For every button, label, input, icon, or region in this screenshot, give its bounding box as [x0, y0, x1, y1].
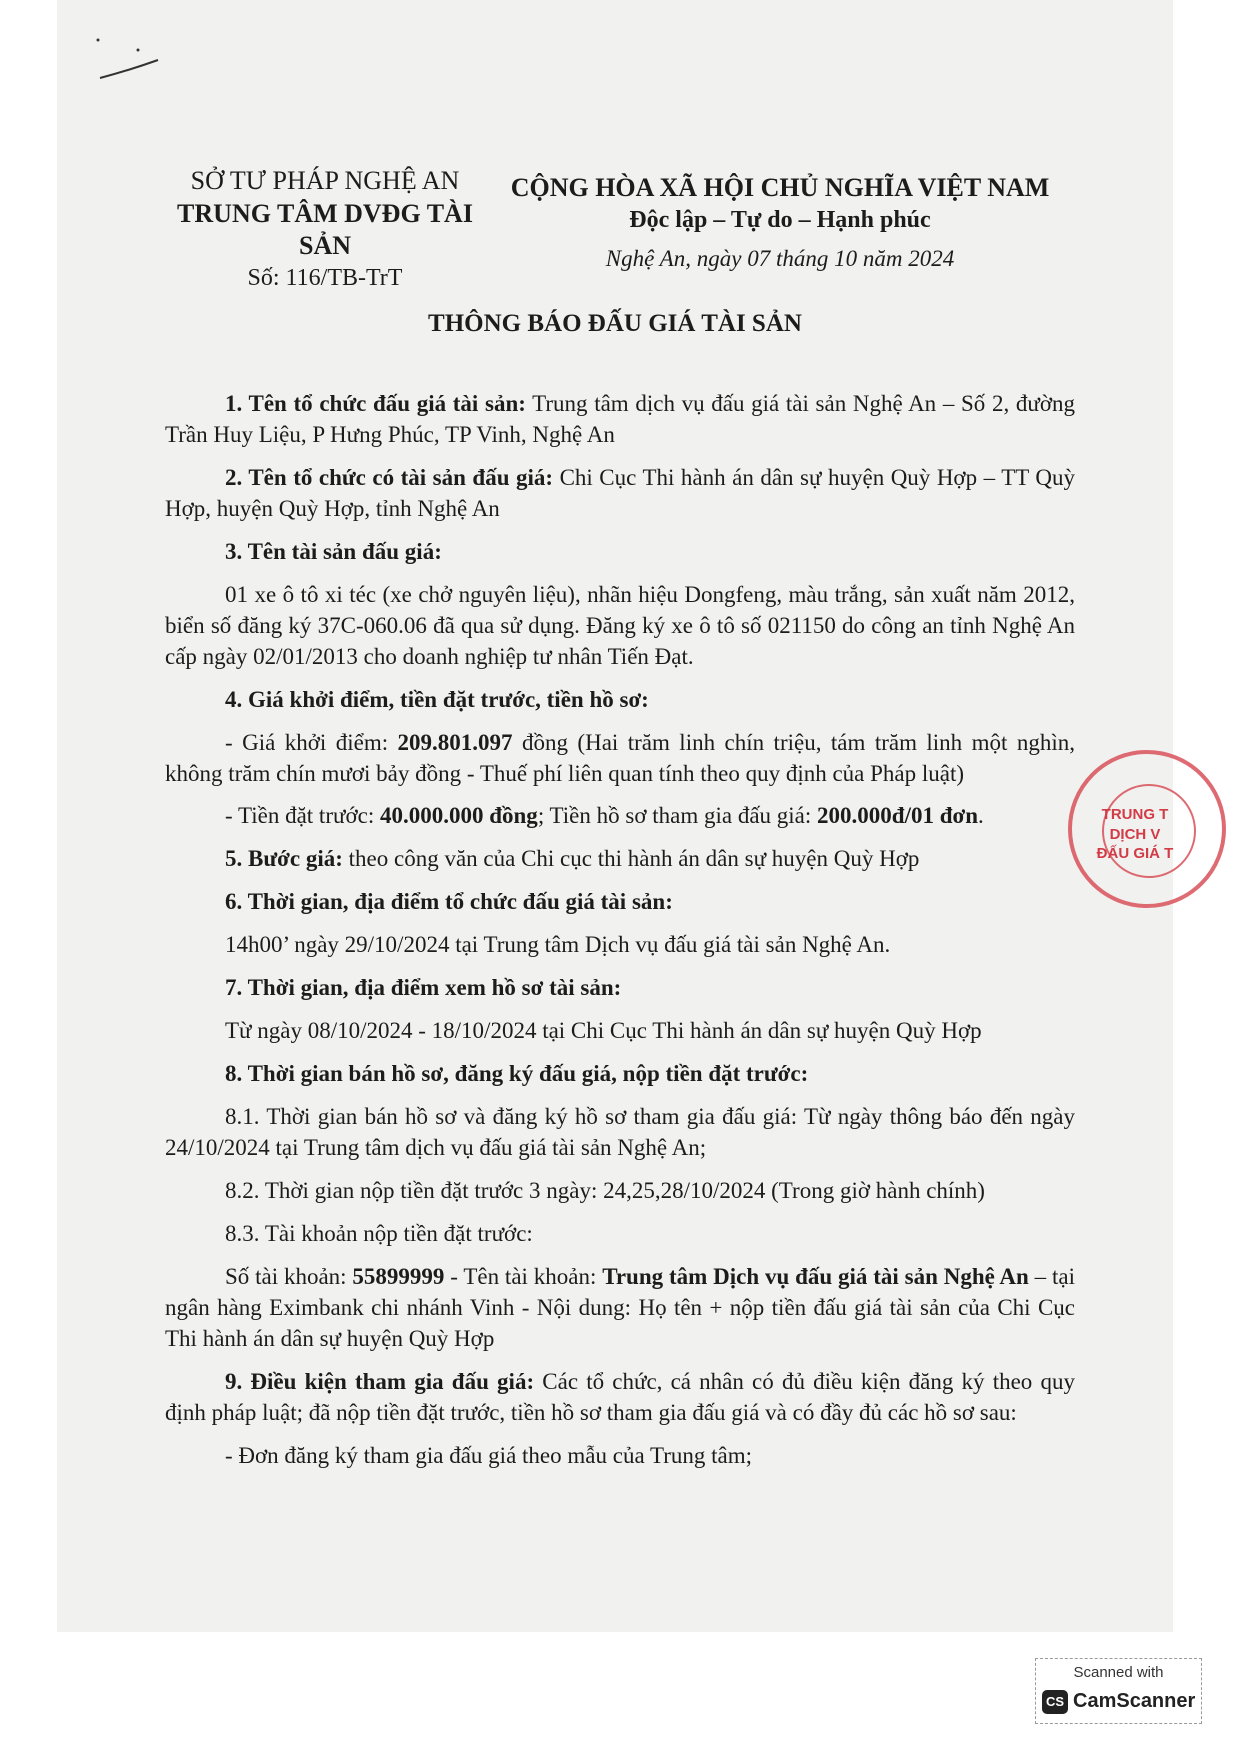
section-5 — [165, 843, 1075, 874]
section-9-bullet: - Đơn đăng ký tham gia đấu giá theo mẫu của Trung tâm; — [225, 1443, 753, 1469]
agency-name: TRUNG TÂM DVĐG TÀI SẢN — [177, 198, 473, 260]
fee-label: ; Tiền hồ sơ tham gia đấu giá: — [537, 802, 818, 828]
section-4-heading — [165, 684, 1075, 715]
document-number: Số: 116/TB-TrT — [247, 264, 403, 291]
section-2 — [165, 462, 1075, 524]
document-body — [165, 388, 1075, 1483]
stamp-line-3: ĐẤU GIÁ T — [1096, 845, 1174, 862]
section-3-text: 01 xe ô tô xi téc (xe chở nguyên liệu), nhãn hiệu Dongfeng, màu trắng, sản xuất năm 2012, biển số đăng ký 37C-060.06 đã qua sử dụng. Đăng ký xe ô tô số 021150 do công an tỉnh Nghệ An cấp ngày 02/01/2013 cho doanh nghiệp tư nhân Tiến Đạt. — [165, 582, 1075, 670]
section-6-heading — [165, 886, 1075, 917]
section-8-label: 8. Thời gian bán hồ sơ, đăng ký đấu giá, nộp tiền đặt trước: — [225, 1060, 809, 1086]
section-9-label: 9. Điều kiện tham gia đấu giá: — [225, 1369, 535, 1395]
section-9 — [165, 1366, 1075, 1428]
section-8-2: 8.2. Thời gian nộp tiền đặt trước 3 ngày: 24,25,28/10/2024 (Trong giờ hành chính) — [225, 1177, 985, 1203]
agency-parent: SỞ TƯ PHÁP NGHỆ AN — [190, 166, 460, 195]
national-motto-block — [505, 172, 1055, 273]
scanned-with-label: Scanned with — [1073, 1664, 1164, 1681]
section-2-label: 2. Tên tổ chức có tài sản đấu giá: — [225, 465, 554, 491]
section-4-label: 4. Giá khởi điểm, tiền đặt trước, tiền hồ sơ: — [225, 687, 649, 713]
section-8-heading — [165, 1058, 1075, 1089]
bank-account — [165, 1261, 1075, 1354]
starting-price — [165, 727, 1075, 789]
fee-suffix: . — [978, 802, 984, 828]
section-7-heading — [165, 972, 1075, 1003]
red-seal-text — [1095, 805, 1175, 864]
account-number: 55899999 — [352, 1264, 445, 1290]
section-1 — [165, 388, 1075, 450]
account-number-label: Số tài khoản: — [225, 1264, 353, 1290]
section-7-label: 7. Thời gian, địa điểm xem hồ sơ tài sản: — [225, 974, 622, 1000]
account-details: – tại ngân hàng Eximbank chi nhánh Vinh - Nội dung: Họ tên + nộp tiền đấu giá tài sản của Chi Cục Thi hành án dân sự huyện Quỳ Hợp — [165, 1264, 1075, 1352]
starting-price-value: 209.801.097 — [397, 730, 513, 756]
camscanner-brand: CamScanner — [1073, 1690, 1196, 1712]
document-date: Nghệ An, ngày 07 tháng 10 năm 2024 — [605, 245, 955, 271]
section-1-text: Trung tâm dịch vụ đấu giá tài sản Nghệ An – Số 2, đường Trần Huy Liệu, P Hưng Phúc, TP Vinh, Nghệ An — [165, 391, 1075, 448]
section-9-text: Các tổ chức, cá nhân có đủ điều kiện đăng ký theo quy định pháp luật; đã nộp tiền đặt trước, tiền hồ sơ tham gia đấu giá và có đầy đủ các hồ sơ sau: — [165, 1369, 1075, 1426]
section-6-text: 14h00’ ngày 29/10/2024 tại Trung tâm Dịch vụ đấu giá tài sản Nghệ An. — [225, 931, 891, 957]
fee-value: 200.000đ/01 đơn — [817, 802, 979, 828]
deposit-and-fee — [165, 800, 1075, 831]
stamp-line-1: TRUNG T — [1101, 806, 1169, 823]
section-3-heading — [165, 536, 1075, 567]
stamp-line-2: DỊCH V — [1109, 825, 1161, 843]
section-8-1: 8.1. Thời gian bán hồ sơ và đăng ký hồ sơ tham gia đấu giá: Từ ngày thông báo đến ngày 24/10/2024 tại Trung tâm dịch vụ đấu giá tài sản Nghệ An; — [165, 1103, 1075, 1160]
issuing-agency-block — [150, 165, 500, 293]
starting-price-text: đồng (Hai trăm linh chín triệu, tám trăm linh một nghìn, không trăm chín mươi bảy đồng - Thuế phí liên quan tính theo quy định của Pháp luật) — [165, 730, 1075, 787]
section-8-3: 8.3. Tài khoản nộp tiền đặt trước: — [225, 1220, 533, 1246]
section-7-text: Từ ngày 08/10/2024 - 18/10/2024 tại Chi Cục Thi hành án dân sự huyện Quỳ Hợp — [225, 1017, 982, 1043]
pen-stroke-mark — [70, 30, 170, 90]
section-1-label: 1. Tên tổ chức đấu giá tài sản: — [225, 391, 526, 416]
section-2-text: Chi Cục Thi hành án dân sự huyện Quỳ Hợp – TT Quỳ Hợp, huyện Quỳ Hợp, tỉnh Nghệ An — [165, 465, 1075, 522]
country-name: CỘNG HÒA XÃ HỘI CHỦ NGHĨA VIỆT NAM — [510, 173, 1050, 202]
camscanner-logo-icon: CS — [1042, 1690, 1068, 1714]
account-name: Trung tâm Dịch vụ đấu giá tài sản Nghệ An — [602, 1264, 1029, 1290]
section-5-text: theo công văn của Chi cục thi hành án dân sự huyện Quỳ Hợp — [342, 845, 920, 871]
document-title: THÔNG BÁO ĐẤU GIÁ TÀI SẢN — [428, 310, 802, 337]
starting-price-label: - Giá khởi điểm: — [225, 730, 398, 756]
deposit-label: - Tiền đặt trước: — [225, 802, 380, 828]
motto: Độc lập – Tự do – Hạnh phúc — [629, 206, 931, 233]
deposit-value: 40.000.000 đồng — [379, 802, 538, 828]
section-3-label: 3. Tên tài sản đấu giá: — [225, 539, 442, 565]
camscanner-watermark — [1035, 1658, 1202, 1724]
account-name-label: - Tên tài khoản: — [444, 1264, 603, 1290]
section-6-label: 6. Thời gian, địa điểm tổ chức đấu giá tài sản: — [225, 888, 673, 914]
section-5-label: 5. Bước giá: — [225, 845, 343, 871]
